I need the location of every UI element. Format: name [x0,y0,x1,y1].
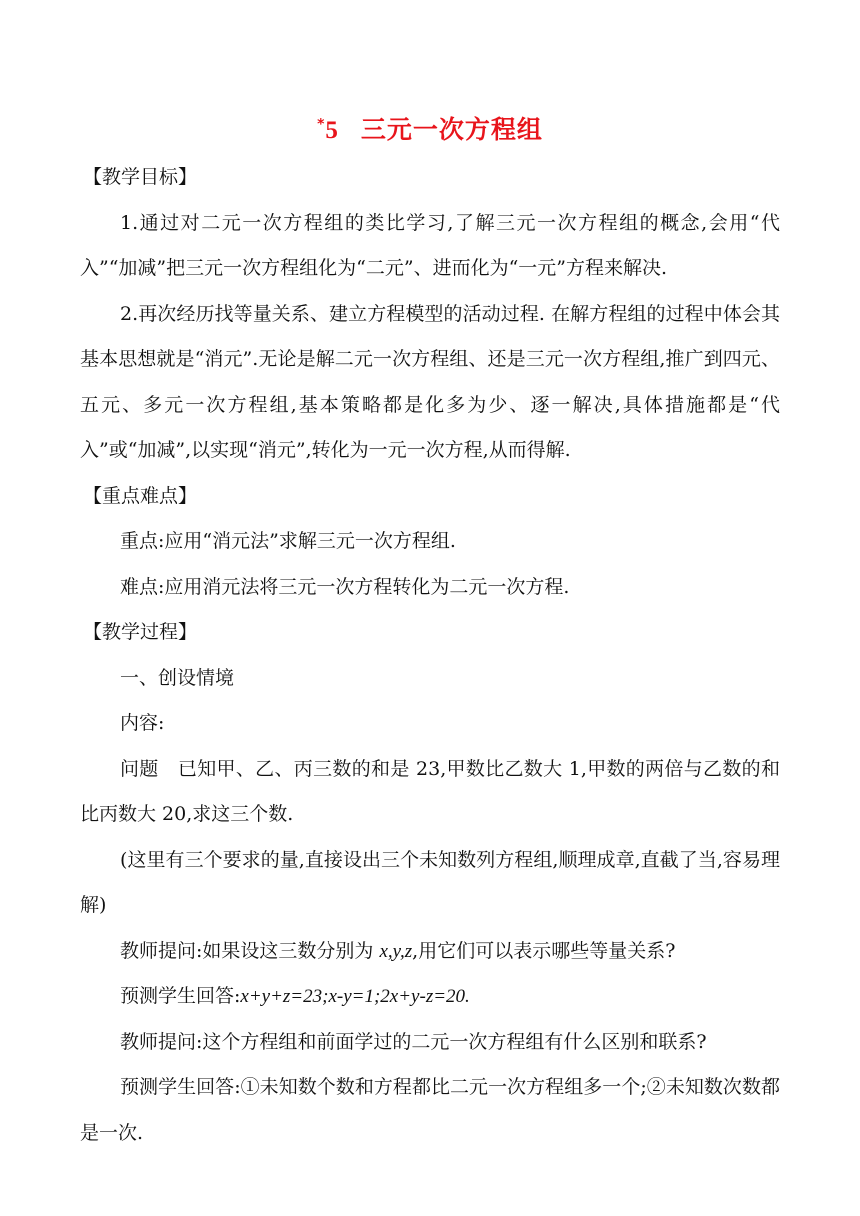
title-star: * [317,116,326,133]
difficult-point: 难点:应用消元法将三元一次方程转化为二元一次方程. [120,575,570,598]
student-answer-1 [80,974,780,1020]
student-answer-2: 预测学生回答:①未知数个数和方程都比二元一次方程组多一个;②未知数次数都是一次. [80,1076,780,1144]
teacher-q1-suffix: ,用它们可以表示哪些等量关系? [412,939,676,962]
section-heading-objectives: 【教学目标】 [83,166,198,188]
problem-note: (这里有三个要求的量,直接设出三个未知数列方程组,顺理成章,直截了当,容易理解) [80,848,780,916]
problem-statement: 问题 已知甲、乙、丙三数的和是 23,甲数比乙数大 1,甲数的两倍与乙数的和比丙数大 20,求这三个数. [80,757,780,825]
teacher-question-2: 教师提问:这个方程组和前面学过的二元一次方程组有什么区别和联系? [120,1030,707,1053]
document-body [80,155,780,1156]
student-a1-prefix: 预测学生回答: [120,985,241,1007]
content-label: 内容: [120,712,165,734]
teacher-q1-prefix: 教师提问:如果设这三数分别为 [120,939,380,962]
section-heading-key-points: 【重点难点】 [83,484,198,507]
section-heading-process: 【教学过程】 [83,621,198,643]
title-text: 三元一次方程组 [360,115,543,144]
objective-1: 1.通过对二元一次方程组的类比学习,了解三元一次方程组的概念,会用“代入”“加减”把三元一次方程组化为“二元”、进而化为“一元”方程来解决. [80,211,780,279]
objective-2: 2.再次经历找等量关系、建立方程模型的活动过程. 在解方程组的过程中体会其基本思想就是“消元”.无论是解二元一次方程组、还是三元一次方程组,推广到四元、五元、多元一次方程组,基本策略都是化多为少、逐一解决,具体措施都是“代入”或“加减”,以实现“消元”,转化为一元一次方程,从而得解. [80,302,780,461]
student-a1-equations: x+y+z=23;x-y=1;2x+y-z=20. [240,986,470,1007]
page-title [0,110,860,146]
step-heading: 一、创设情境 [120,666,235,689]
key-point: 重点:应用“消元法”求解三元一次方程组. [120,530,456,552]
title-number: 5 [325,117,339,144]
teacher-question-1 [80,929,780,975]
teacher-q1-vars: x,y,z [379,940,413,962]
